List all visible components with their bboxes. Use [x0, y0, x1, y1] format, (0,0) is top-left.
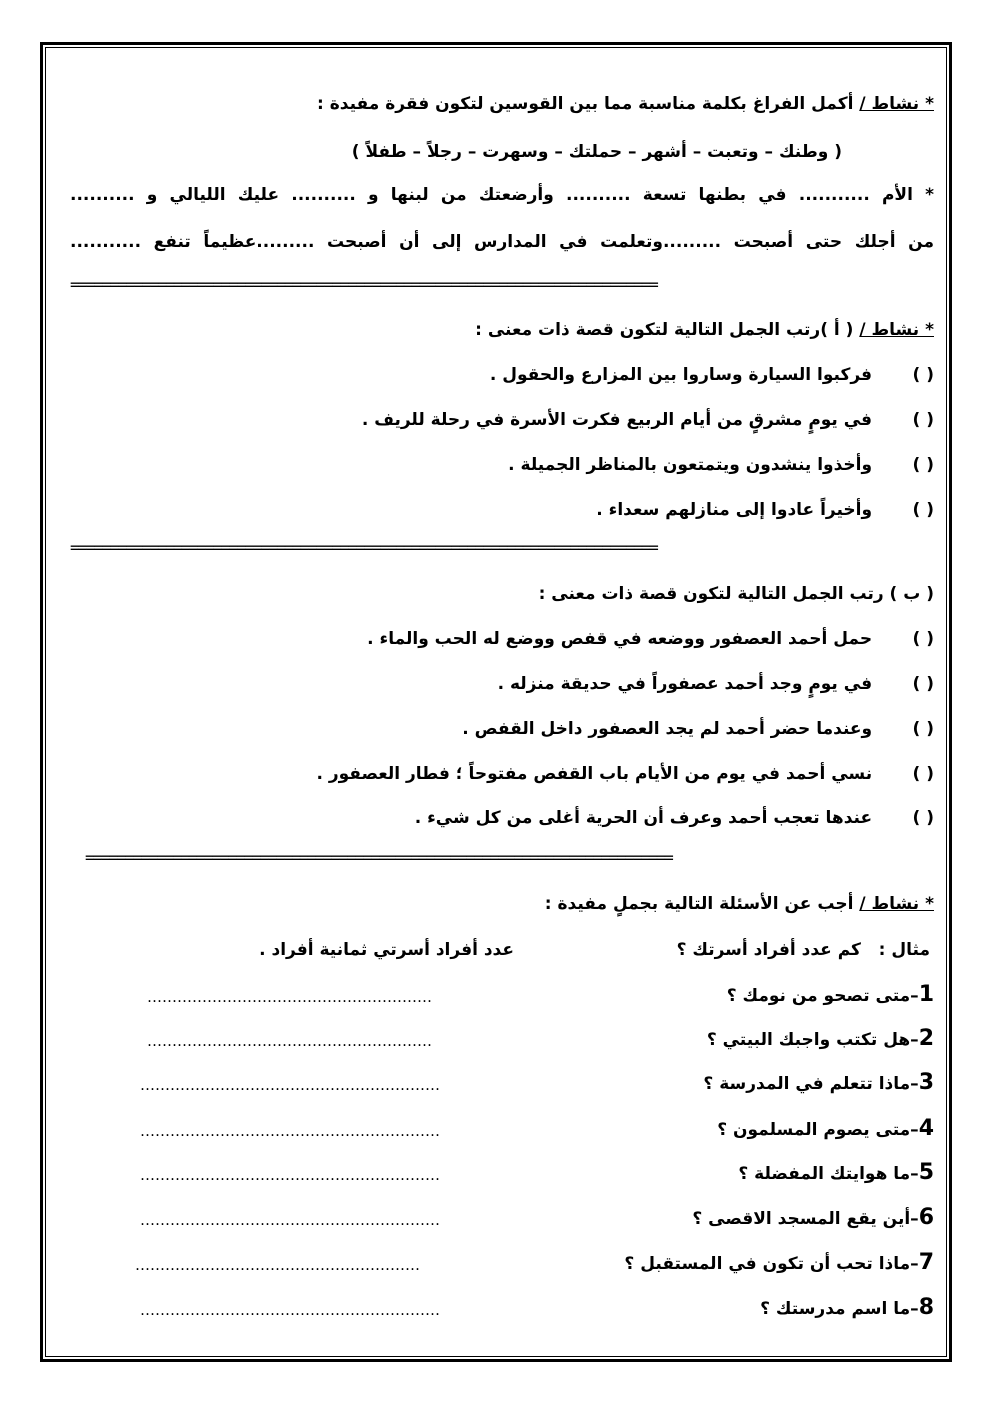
order-sentence: في يومٍ مشرقٍ من أيام الربيع فكرت الأسرة في رحلة للريف . [361, 410, 873, 430]
question-number: 5 [918, 1160, 934, 1185]
section-separator: ========================================================================== [70, 541, 658, 555]
activity2a-instruction: ( أ )رتب الجمل التالية لتكون قصة ذات معنى : [475, 320, 854, 340]
question-text: –متى تصحو من نومك ؟ [726, 986, 919, 1006]
question-number: 3 [918, 1070, 934, 1095]
order-sentence: في يومٍ وجد أحمد عصفوراً في حديقة منزله . [497, 674, 873, 694]
order-blank[interactable]: ( ) [912, 719, 934, 739]
order-blank[interactable]: ( ) [912, 764, 934, 784]
question-number: 1 [918, 982, 934, 1007]
paragraph-line-1: * الأم ........... في بطنها تسعة .......... وأرضعتك من لبنها و .......... عليك الليالي و .......... [70, 185, 934, 205]
question-item [760, 1296, 934, 1321]
order-sentence: عندها تعجب أحمد وعرف أن الحرية أغلى من كل شيء . [414, 808, 873, 828]
activity3-heading [545, 892, 934, 916]
question-text: –ما هوايتك المفضلة ؟ [738, 1164, 919, 1184]
order-item [596, 498, 934, 522]
example-question: كم عدد أفراد أسرتك ؟ [676, 940, 861, 960]
answer-line[interactable]: …………………………………………………… [140, 1076, 440, 1094]
activity2a-heading [475, 318, 934, 342]
answer-line[interactable]: …………………………………………………… [140, 1122, 440, 1140]
order-item [362, 408, 934, 432]
order-blank[interactable]: ( ) [912, 365, 934, 385]
answer-line[interactable]: …………………………………………………… [140, 1211, 440, 1229]
question-item [703, 1071, 934, 1096]
activity1-heading [317, 92, 934, 116]
activity2b-instruction: ( ب ) رتب الجمل التالية لتكون قصة ذات معنى : [538, 584, 934, 604]
order-sentence: نسي أحمد في يوم من الأيام باب القفص مفتوحاً ؛ فطار العصفور . [316, 764, 873, 784]
example-label: مثال : [878, 940, 930, 960]
order-item [490, 363, 934, 387]
order-sentence: وعندما حضر أحمد لم يجد العصفور داخل القفص . [462, 719, 873, 739]
question-item [738, 1161, 934, 1186]
question-item [717, 1117, 934, 1142]
order-item [367, 627, 934, 651]
order-sentence: حمل أحمد العصفور ووضعه في قفص ووضع له الحب والماء . [367, 629, 873, 649]
section-separator: ========================================================================== [85, 851, 673, 865]
order-item [316, 762, 934, 786]
question-number: 2 [918, 1026, 934, 1051]
question-text: –ماذا تتعلم في المدرسة ؟ [703, 1074, 919, 1094]
order-item [415, 806, 934, 830]
section-separator: ========================================================================== [70, 278, 658, 292]
question-item [727, 983, 934, 1008]
order-blank[interactable]: ( ) [912, 674, 934, 694]
activity2a-title: * نشاط / [859, 320, 934, 340]
example-question-line [677, 938, 930, 962]
answer-line[interactable]: ………………………………………………… [147, 1032, 432, 1050]
order-item [508, 453, 934, 477]
paragraph-line-2: من أجلك حتى أصبحت .........وتعلمت في المدارس إلى أن أصبحت .........عظيماً تنفع ........... [70, 232, 934, 252]
activity3-title: * نشاط / [859, 894, 934, 914]
order-blank[interactable]: ( ) [912, 808, 934, 828]
question-text: –ما اسم مدرستك ؟ [760, 1299, 919, 1319]
question-text: –ماذا تحب أن تكون في المستقبل ؟ [624, 1254, 919, 1274]
word-bank: ( وطنك – وتعبت – أشهر – حملتك – وسهرت – رجلاً – طفلاً ) [351, 142, 842, 162]
order-sentence: وأخيراً عادوا إلى منازلهم سعداء . [596, 500, 873, 520]
activity1-title: * نشاط / [859, 94, 934, 114]
question-number: 4 [918, 1116, 934, 1141]
activity3-instruction: أجب عن الأسئلة التالية بجملٍ مفيدة : [544, 894, 854, 914]
activity1-instruction: أكمل الفراغ بكلمة مناسبة مما بين القوسين لتكون فقرة مفيدة : [317, 94, 854, 114]
order-item [462, 717, 934, 741]
question-number: 8 [918, 1295, 934, 1320]
order-sentence: فركبوا السيارة وساروا بين المزارع والحقول . [489, 365, 873, 385]
order-blank[interactable]: ( ) [912, 629, 934, 649]
order-blank[interactable]: ( ) [912, 500, 934, 520]
question-number: 6 [918, 1205, 934, 1230]
question-item [624, 1251, 934, 1276]
answer-line[interactable]: …………………………………………………… [140, 1166, 440, 1184]
question-text: –هل تكتب واجبك البيتي ؟ [706, 1030, 919, 1050]
question-number: 7 [918, 1250, 934, 1275]
example-answer: عدد أفراد أسرتي ثمانية أفراد . [259, 940, 514, 960]
order-blank[interactable]: ( ) [912, 410, 934, 430]
order-item [498, 672, 934, 696]
question-item [707, 1027, 934, 1052]
order-sentence: وأخذوا ينشدون ويتمتعون بالمناظر الجميلة . [508, 455, 873, 475]
order-blank[interactable]: ( ) [912, 455, 934, 475]
question-item [692, 1206, 934, 1231]
question-text: –أين يقع المسجد الاقصى ؟ [692, 1209, 919, 1229]
question-text: –متى يصوم المسلمون ؟ [717, 1120, 919, 1140]
answer-line[interactable]: …………………………………………………… [140, 1301, 440, 1319]
answer-line[interactable]: ………………………………………………… [147, 988, 432, 1006]
answer-line[interactable]: ………………………………………………… [135, 1256, 420, 1274]
